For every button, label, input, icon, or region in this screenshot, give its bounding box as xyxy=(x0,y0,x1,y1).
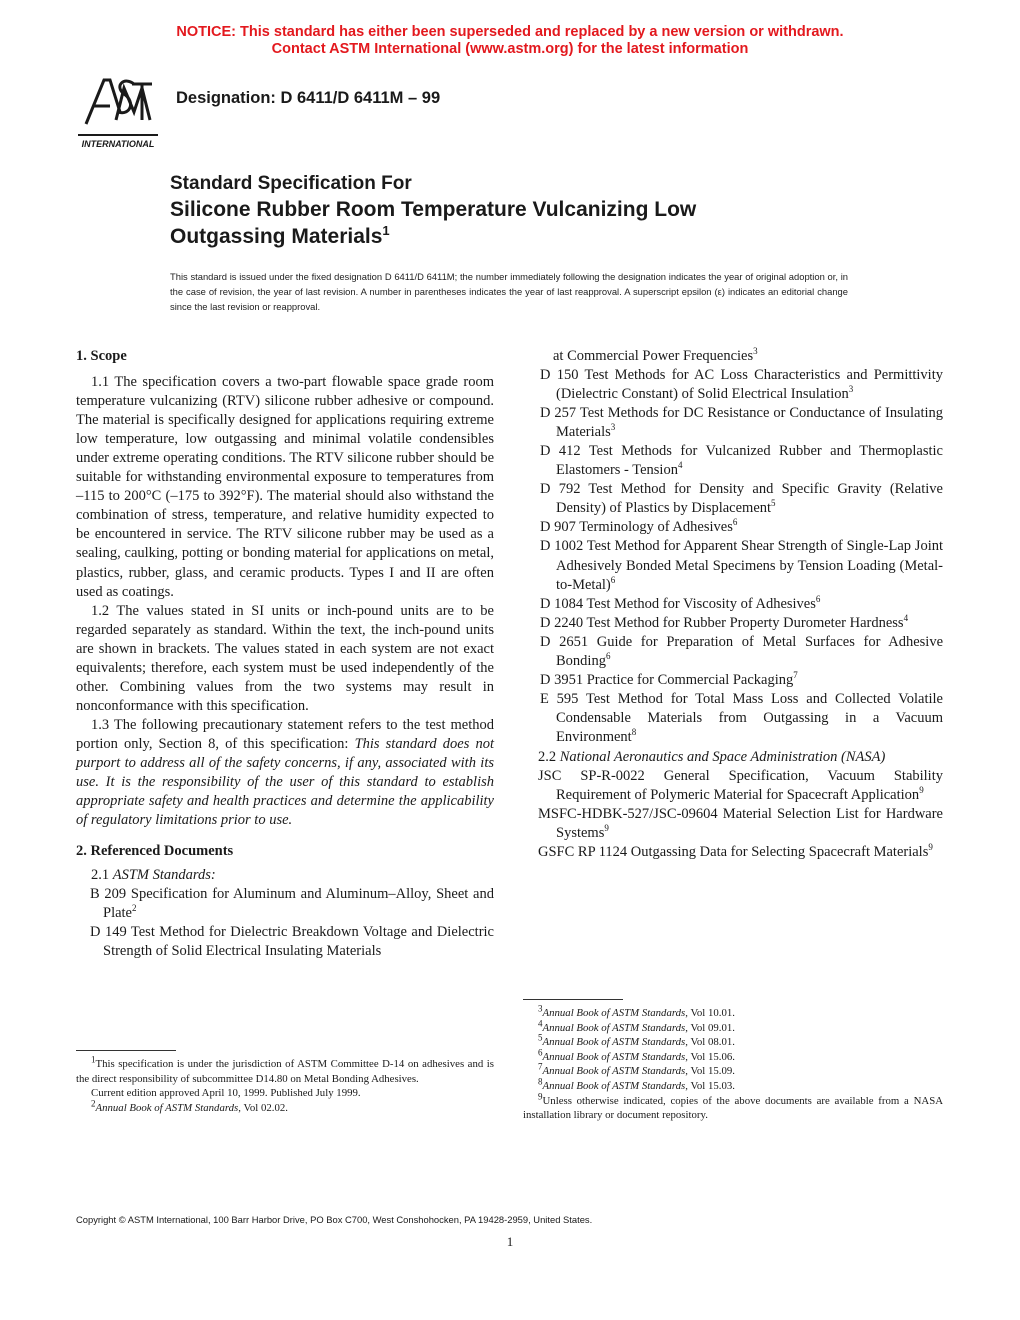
ref-d2651 xyxy=(523,633,943,671)
scope-p3-lead: 1.3 The following precautionary statement refers to the test method portion only, Section 8, of this specification: xyxy=(76,716,494,752)
referenced-heading: 2. Referenced Documents xyxy=(76,843,234,860)
fn1-edition: Current edition approved April 10, 1999. Published July 1999. xyxy=(91,1087,361,1100)
ref-d3951-text: D 3951 Practice for Commercial Packaging xyxy=(540,671,794,688)
issued-note: This standard is issued under the fixed designation D 6411/D 6411M; the number immediately following the designation indicates the year of original adoption or, in the case of revision, the year of last revision. A number in parentheses indicates the year of last reapproval. A superscript epsilon (ε) indicates an editorial change since the last revision or reapproval. xyxy=(170,271,848,312)
ref-d1002-text: D 1002 Test Method for Apparent Shear Strength of Single-Lap Joint Adhesively Bonded Metal Specimens by Tension Loading (Metal-to-Metal) xyxy=(540,538,943,593)
footnote-8 xyxy=(523,1076,943,1094)
footnote-vol: , Vol 10.01. xyxy=(685,1007,735,1019)
notice-line-2: Contact ASTM International (www.astm.org) for the latest information xyxy=(271,41,749,57)
ref-d907-text: D 907 Terminology of Adhesives xyxy=(540,519,733,536)
ref-d2651-text: D 2651 Guide for Preparation of Metal Surfaces for Adhesive Bonding xyxy=(540,633,943,669)
ref-d3951 xyxy=(523,671,943,690)
ref-d3951-sup: 7 xyxy=(793,669,798,680)
ref-d257-text: D 257 Test Methods for DC Resistance or Conductance of Insulating Materials xyxy=(540,405,943,441)
footnote-vol: , Vol 08.01. xyxy=(685,1036,735,1049)
ref-msfc xyxy=(523,805,943,843)
ref-e595-text: E 595 Test Method for Total Mass Loss and Collected Volatile Condensable Materials from Outgassing in a Vacuum Environment xyxy=(540,690,943,745)
ref-d257 xyxy=(523,404,943,442)
ref-d792-text: D 792 Test Method for Density and Specific Gravity (Relative Density) of Plastics by Displacement xyxy=(540,481,943,517)
scope-p3 xyxy=(76,716,494,830)
ref-d149-sup: 3 xyxy=(753,346,758,357)
ref-d792 xyxy=(523,480,943,518)
footnote-rule-right xyxy=(523,999,623,1000)
fn2-book: Annual Book of ASTM Standards xyxy=(95,1101,239,1114)
footnote-book: Annual Book of ASTM Standards xyxy=(542,1036,686,1049)
footnote-book: Annual Book of ASTM Standards xyxy=(542,1007,686,1019)
footnote-mark: 3 xyxy=(538,1003,543,1014)
ref-d2240-sup: 4 xyxy=(903,612,909,623)
footnote-3 xyxy=(523,1003,943,1021)
footnote-book: Annual Book of ASTM Standards xyxy=(542,1021,686,1034)
ref-d412-text: D 412 Test Methods for Vulcanized Rubber and Thermoplastic Elastomers - Tension xyxy=(540,443,943,479)
astm-logo xyxy=(76,72,160,152)
ref-d2240-text: D 2240 Test Method for Rubber Property Durometer Hardness xyxy=(540,614,904,631)
fn1-text: This specification is under the jurisdiction of ASTM Committee D-14 on adhesives and is the direct responsibility of subcommittee D14.80 on Metal Bonding Adhesives. xyxy=(76,1058,494,1085)
ref-d2240 xyxy=(523,614,943,633)
footnote-book: Annual Book of ASTM Standards xyxy=(542,1065,686,1078)
fn1-mark: 1 xyxy=(91,1054,96,1065)
ref-d1002 xyxy=(523,537,943,594)
ref-b209-sup: 2 xyxy=(132,903,137,914)
logo-international-text: INTERNATIONAL xyxy=(81,139,155,149)
footnote-book: Annual Book of ASTM Standards xyxy=(542,1050,686,1063)
ref-d1084-text: D 1084 Test Method for Viscosity of Adhesives xyxy=(540,595,816,612)
ref-e595-sup: 8 xyxy=(631,727,637,738)
footnote-rule-left xyxy=(76,1050,176,1051)
right-column xyxy=(523,347,943,862)
footnote-vol: , Vol 15.06. xyxy=(685,1050,735,1063)
footnote-mark: 8 xyxy=(538,1076,543,1087)
ref-d412-sup: 4 xyxy=(677,460,683,471)
footnote-list xyxy=(523,1003,943,1094)
ref-d907-sup: 6 xyxy=(732,517,738,528)
ref-msfc-sup: 9 xyxy=(604,823,609,834)
ref-d1084 xyxy=(523,595,943,614)
ref-b209-text: B 209 Specification for Aluminum and Aluminum–Alloy, Sheet and Plate xyxy=(90,886,494,922)
astm-standards-num: 2.1 xyxy=(91,867,113,884)
nasa-text: National Aeronautics and Space Administration (NASA) xyxy=(559,748,886,765)
left-column xyxy=(76,347,494,961)
ref-d412 xyxy=(523,442,943,480)
footnote-mark: 4 xyxy=(538,1018,543,1028)
fn9-text: Unless otherwise indicated, copies of the above documents are available from a NASA installation library or document repository. xyxy=(523,1094,943,1122)
fn2-mark: 2 xyxy=(91,1098,96,1109)
ref-d1002-sup: 6 xyxy=(610,574,616,585)
ref-msfc-text: MSFC-HDBK-527/JSC-09604 Material Selection List for Hardware Systems xyxy=(538,806,943,842)
ref-d150-text: D 150 Test Methods for AC Loss Characteristics and Permittivity (Dielectric Constant) of Solid Electrical Insulation xyxy=(540,367,943,403)
footnote-mark: 6 xyxy=(538,1047,543,1058)
ref-d2651-sup: 6 xyxy=(605,650,611,661)
ref-jsc-text: JSC SP-R-0022 General Specification, Vacuum Stability Requirement of Polymeric Material for Spacecraft Application xyxy=(538,768,943,804)
footnotes-right xyxy=(523,1003,943,1123)
fn2-vol: , Vol 02.02. xyxy=(238,1101,288,1114)
footnote-vol: , Vol 15.09. xyxy=(685,1065,735,1078)
scope-heading: 1. Scope xyxy=(76,348,127,364)
page-number: 1 xyxy=(506,1234,514,1249)
ref-b209 xyxy=(76,885,494,923)
notice-line-1: NOTICE: This standard has either been superseded and replaced by a new version or withdrawn. xyxy=(176,24,844,40)
fn9-mark: 9 xyxy=(538,1090,543,1101)
safety-caveat: This standard does not purport to address all of the safety concerns, if any, associated with its use. It is the responsibility of the user of this standard to establish appropriate safety and health practices and determine the applicability of regulatory limitations prior to use. xyxy=(76,735,494,829)
nasa-label xyxy=(523,748,943,767)
scope-p1: 1.1 The specification covers a two-part flowable space grade room temperature vulcanizing (RTV) silicone rubber adhesive or compound. The material is specifically designed for applications requiring extreme low temperature, low outgassing and minimal volatile condensibles under extreme operating conditions. The RTV silicone rubber should be suitable for withstanding environmental exposure to temperatures from –115 to 200°C (–175 to 392°F). The material should also withstand the combination of stress, temperature, and relative humidity expected to be encountered in service. The RTV silicone rubber may be used as a sealing, caulking, potting or bonding material for applications on metal, plastics, rubber, glass, and ceramic products. Types I and II are often used as coatings. xyxy=(76,374,494,600)
footnote-vol: , Vol 09.01. xyxy=(685,1021,735,1034)
astm-standards-text: ASTM Standards: xyxy=(112,867,216,884)
ref-d907 xyxy=(523,518,943,537)
ref-d257-sup: 3 xyxy=(610,422,616,433)
footnote-4 xyxy=(523,1018,943,1036)
scope-p2: 1.2 The values stated in SI units or inch-pound units are to be regarded separately as standard. Within the text, the inch-pound units are shown in brackets. The values stated in each system are not exact equivalents; therefore, each system must be used independently of the other. Combining values from the two systems may result in nonconformance with this specification. xyxy=(76,602,494,714)
footnote-mark: 7 xyxy=(538,1061,543,1072)
footnote-7 xyxy=(523,1061,943,1079)
footnote-6 xyxy=(523,1047,943,1065)
footnote-vol: , Vol 15.03. xyxy=(685,1079,735,1092)
title-footnote-mark: 1 xyxy=(382,223,390,238)
footnotes-left xyxy=(76,1054,494,1115)
copyright: Copyright © ASTM International, 100 Barr Harbor Drive, PO Box C700, West Conshohocken, PA 19428-2959, United States. xyxy=(76,1214,593,1225)
designation: Designation: D 6411/D 6411M – 99 xyxy=(176,89,441,107)
title-line-2: Silicone Rubber Room Temperature Vulcanizing Low xyxy=(170,198,697,221)
ref-jsc xyxy=(523,767,943,805)
ref-d1084-sup: 6 xyxy=(815,593,821,604)
ref-d149: D 149 Test Method for Dielectric Breakdown Voltage and Dielectric Strength of Solid Electrical Insulating Materials xyxy=(90,924,494,960)
ref-gsfc-text: GSFC RP 1124 Outgassing Data for Selecting Spacecraft Materials xyxy=(538,844,929,861)
footnote-book: Annual Book of ASTM Standards xyxy=(542,1079,686,1092)
title-line-3: Outgassing Materials xyxy=(170,225,383,248)
ref-d150 xyxy=(523,366,943,404)
ref-d149-cont-text: at Commercial Power Frequencies xyxy=(553,348,754,364)
ref-d792-sup: 5 xyxy=(771,498,776,509)
title-line-1: Standard Specification For xyxy=(170,173,412,194)
document-title xyxy=(170,172,696,250)
ref-d149-cont xyxy=(523,347,943,366)
astm-standards-label xyxy=(76,866,494,885)
ref-gsfc-sup: 9 xyxy=(928,842,933,853)
ref-d150-sup: 3 xyxy=(848,384,854,395)
ref-jsc-sup: 9 xyxy=(919,785,924,796)
nasa-num: 2.2 xyxy=(538,748,560,765)
ref-e595 xyxy=(523,690,943,747)
footnote-mark: 5 xyxy=(538,1032,543,1043)
footnote-5 xyxy=(523,1032,943,1050)
ref-gsfc xyxy=(523,843,943,862)
